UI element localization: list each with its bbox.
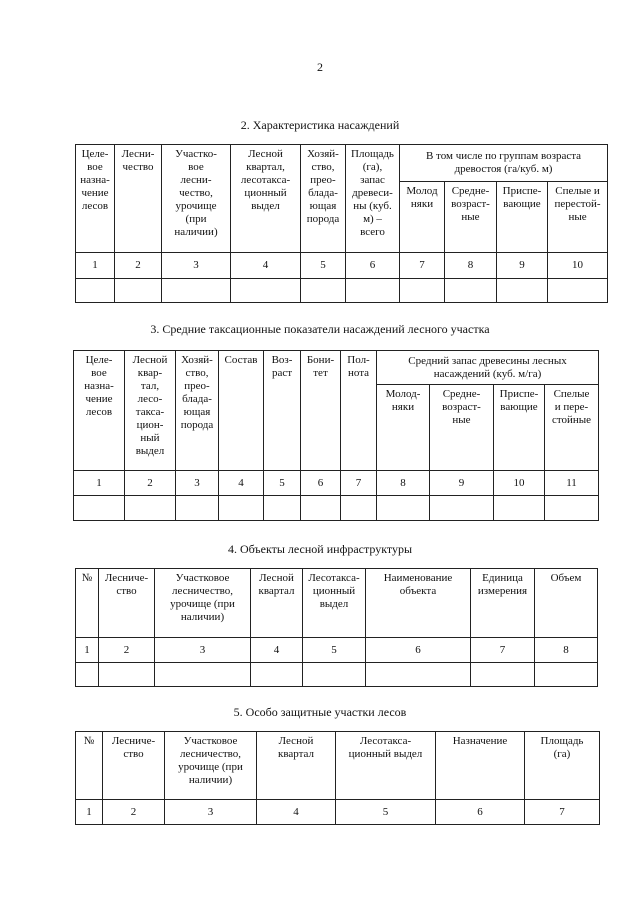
column-number: 4 <box>231 253 301 279</box>
page-number: 2 <box>317 60 323 74</box>
empty-cell[interactable] <box>74 496 125 521</box>
column-number: 7 <box>400 253 445 279</box>
header-maturing: Приспе- вающие <box>494 385 545 471</box>
column-number: 7 <box>341 471 377 496</box>
header-number-sign: № <box>76 569 99 638</box>
header-forestry: Лесниче- ство <box>99 569 155 638</box>
column-number: 6 <box>346 253 400 279</box>
column-number: 10 <box>548 253 608 279</box>
table-row-empty <box>76 279 608 303</box>
header-mature-overmature: Спелые и перестой- ные <box>548 182 608 253</box>
column-number: 6 <box>301 471 341 496</box>
section-5-title: 5. Особо защитные участки лесов <box>233 705 407 719</box>
table-stand-characteristics <box>75 144 608 303</box>
header-quarter-allotment: Лесной квартал, лесотакса- ционный выдел <box>231 145 301 253</box>
empty-cell[interactable] <box>400 279 445 303</box>
column-number: 7 <box>471 638 535 663</box>
column-number: 3 <box>165 800 257 825</box>
section-2-title: 2. Характеристика насаждений <box>240 118 400 132</box>
empty-cell[interactable] <box>497 279 548 303</box>
column-number: 1 <box>76 638 99 663</box>
column-number: 4 <box>251 638 303 663</box>
column-number: 4 <box>257 800 336 825</box>
header-site-class: Бони- тет <box>301 351 341 471</box>
empty-cell[interactable] <box>494 496 545 521</box>
empty-cell[interactable] <box>264 496 301 521</box>
column-number: 7 <box>525 800 600 825</box>
column-number: 2 <box>125 471 176 496</box>
header-mature-overmature: Спелые и пере- стойные <box>545 385 599 471</box>
column-number: 4 <box>219 471 264 496</box>
empty-cell[interactable] <box>125 496 176 521</box>
header-number-sign: № <box>76 732 103 800</box>
empty-cell[interactable] <box>301 279 346 303</box>
table-row-empty <box>76 663 598 687</box>
header-composition: Состав <box>219 351 264 471</box>
empty-cell[interactable] <box>471 663 535 687</box>
header-volume: Объем <box>535 569 598 638</box>
header-middle-aged: Средне- возраст- ные <box>445 182 497 253</box>
header-age: Воз- раст <box>264 351 301 471</box>
header-district-forestry: Участковое лесничество, урочище (при наличии) <box>155 569 251 638</box>
empty-cell[interactable] <box>301 496 341 521</box>
column-number: 3 <box>162 253 231 279</box>
empty-cell[interactable] <box>341 496 377 521</box>
header-age-groups: В том числе по группам возраста древостоя (га/куб. м) <box>400 145 608 182</box>
column-number: 8 <box>377 471 430 496</box>
column-number: 2 <box>115 253 162 279</box>
header-middle-aged: Средне- возраст- ные <box>430 385 494 471</box>
column-number: 1 <box>76 253 115 279</box>
header-average-stock: Средний запас древесины лесных насаждений (куб. м/га) <box>377 351 599 385</box>
table-average-inventory <box>73 350 599 521</box>
header-forestry: Лесни- чество <box>115 145 162 253</box>
table-row-empty <box>74 496 599 521</box>
column-number: 8 <box>535 638 598 663</box>
empty-cell[interactable] <box>548 279 608 303</box>
column-number: 1 <box>74 471 125 496</box>
header-maturing: Приспе- вающие <box>497 182 548 253</box>
empty-cell[interactable] <box>303 663 366 687</box>
empty-cell[interactable] <box>155 663 251 687</box>
column-number: 5 <box>336 800 436 825</box>
column-number: 9 <box>430 471 494 496</box>
empty-cell[interactable] <box>99 663 155 687</box>
empty-cell[interactable] <box>176 496 219 521</box>
header-district-forestry: Участковое лесничество, урочище (при наличии) <box>165 732 257 800</box>
header-allotment: Лесотакса- ционный выдел <box>303 569 366 638</box>
section-3-title: 3. Средние таксационные показатели насаждений лесного участка <box>150 322 490 336</box>
header-young: Молод- няки <box>377 385 430 471</box>
empty-cell[interactable] <box>377 496 430 521</box>
column-number: 11 <box>545 471 599 496</box>
empty-cell[interactable] <box>115 279 162 303</box>
empty-cell[interactable] <box>366 663 471 687</box>
header-allotment: Лесотакса- ционный выдел <box>336 732 436 800</box>
header-object-name: Наименование объекта <box>366 569 471 638</box>
section-4-title: 4. Объекты лесной инфраструктуры <box>227 542 413 556</box>
column-number: 6 <box>366 638 471 663</box>
header-quarter: Лесной квартал <box>257 732 336 800</box>
column-number: 5 <box>264 471 301 496</box>
empty-cell[interactable] <box>346 279 400 303</box>
header-forest-purpose: Целе- вое назна- чение лесов <box>76 145 115 253</box>
header-district-forestry: Участко- вое лесни- чество, урочище (при наличии) <box>162 145 231 253</box>
column-number: 8 <box>445 253 497 279</box>
empty-cell[interactable] <box>430 496 494 521</box>
column-number: 3 <box>155 638 251 663</box>
header-purpose: Назначение <box>436 732 525 800</box>
header-area: Площадь (га) <box>525 732 600 800</box>
header-economy-species: Хозяй- ство, прео- блада- ющая порода <box>176 351 219 471</box>
empty-cell[interactable] <box>445 279 497 303</box>
column-number: 5 <box>301 253 346 279</box>
column-number: 5 <box>303 638 366 663</box>
empty-cell[interactable] <box>162 279 231 303</box>
header-economy-species: Хозяй- ство, прео- блада- ющая порода <box>301 145 346 253</box>
header-density: Пол- нота <box>341 351 377 471</box>
column-number: 2 <box>103 800 165 825</box>
header-forestry: Лесниче- ство <box>103 732 165 800</box>
empty-cell[interactable] <box>231 279 301 303</box>
column-number: 6 <box>436 800 525 825</box>
table-forest-infrastructure <box>75 568 598 687</box>
header-unit: Единица измерения <box>471 569 535 638</box>
column-number: 1 <box>76 800 103 825</box>
header-quarter-allotment: Лесной квар- тал, лесо- такса- цион- ный выдел <box>125 351 176 471</box>
column-number: 2 <box>99 638 155 663</box>
header-young: Молод няки <box>400 182 445 253</box>
column-number: 3 <box>176 471 219 496</box>
header-forest-purpose: Целе- вое назна- чение лесов <box>74 351 125 471</box>
column-number: 9 <box>497 253 548 279</box>
header-quarter: Лесной квартал <box>251 569 303 638</box>
empty-cell[interactable] <box>545 496 599 521</box>
empty-cell[interactable] <box>251 663 303 687</box>
empty-cell[interactable] <box>76 663 99 687</box>
empty-cell[interactable] <box>219 496 264 521</box>
column-number: 10 <box>494 471 545 496</box>
header-area-stock-total: Площадь (га), запас древеси- ны (куб. м) – всего <box>346 145 400 253</box>
empty-cell[interactable] <box>535 663 598 687</box>
table-protective-areas <box>75 731 600 825</box>
empty-cell[interactable] <box>76 279 115 303</box>
